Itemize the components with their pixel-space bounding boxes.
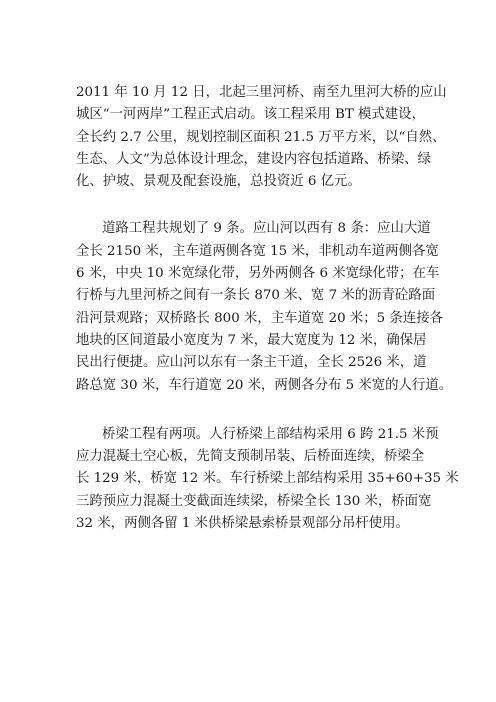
text-line: 道路工程共规划了 9 条。应山河以西有 8 条：应山大道 <box>102 221 431 237</box>
text-line: 地块的区间道最小宽度为 7 米，最大宽度为 12 米，确保居 <box>76 332 427 348</box>
text-line: 行桥与九里河桥之间有一条长 870 米、宽 7 米的沥青砼路面 <box>76 288 436 304</box>
text-line: 全长 2150 米，主车道两侧各宽 15 米，非机动车道两侧各宽 <box>76 243 439 259</box>
paragraph-spacer <box>76 193 422 218</box>
text-line: 化、护坡、景观及配套设施，总投资近 6 亿元。 <box>76 174 361 190</box>
text-line: 32 米，两侧各留 1 米供桥梁悬索桥景观部分吊杆使用。 <box>76 516 409 532</box>
paragraph-spacer <box>76 397 422 424</box>
text-line: 民出行便捷。应山河以东有一条主干道，全长 2526 米，道 <box>76 355 427 371</box>
text-line: 桥梁工程有两项。人行桥梁上部结构采用 6 跨 21.5 米预 <box>102 426 439 442</box>
text-line: 沿河景观路；双桥路长 800 米，主车道宽 20 米；5 条连接各 <box>76 310 443 326</box>
text-line: 城区“一河两岸”工程正式启动。该工程采用 BT 模式建设， <box>76 107 425 123</box>
text-line: 应力混凝土空心板，先简支预制吊装、后桥面连续，桥梁全 <box>76 449 425 465</box>
paragraph-project-overview <box>76 82 447 193</box>
text-line: 长 129 米，桥宽 12 米。车行桥梁上部结构采用 35+60+35 米 <box>76 471 459 487</box>
document-body <box>76 82 459 535</box>
text-line: 2011 年 10 月 12 日，北起三里河桥、南至九里河大桥的应山 <box>76 85 447 100</box>
text-line: 三跨预应力混凝土变截面连续梁，桥梁全长 130 米，桥面宽 <box>76 493 432 509</box>
text-line: 全长约 2.7 公里，规划控制区面积 21.5 万平方米，以“自然、 <box>76 129 446 145</box>
text-line: 生态、人文”为总体设计理念，建设内容包括道路、桥梁、绿 <box>76 151 431 167</box>
text-line: 路总宽 30 米，车行道宽 20 米，两侧各分布 5 米宽的人行道。 <box>76 377 453 393</box>
paragraph-road-works <box>76 218 453 396</box>
text-line: 6 米，中央 10 米宽绿化带，另外两侧各 6 米宽绿化带；在车 <box>76 266 440 282</box>
paragraph-bridge-works <box>76 424 459 535</box>
